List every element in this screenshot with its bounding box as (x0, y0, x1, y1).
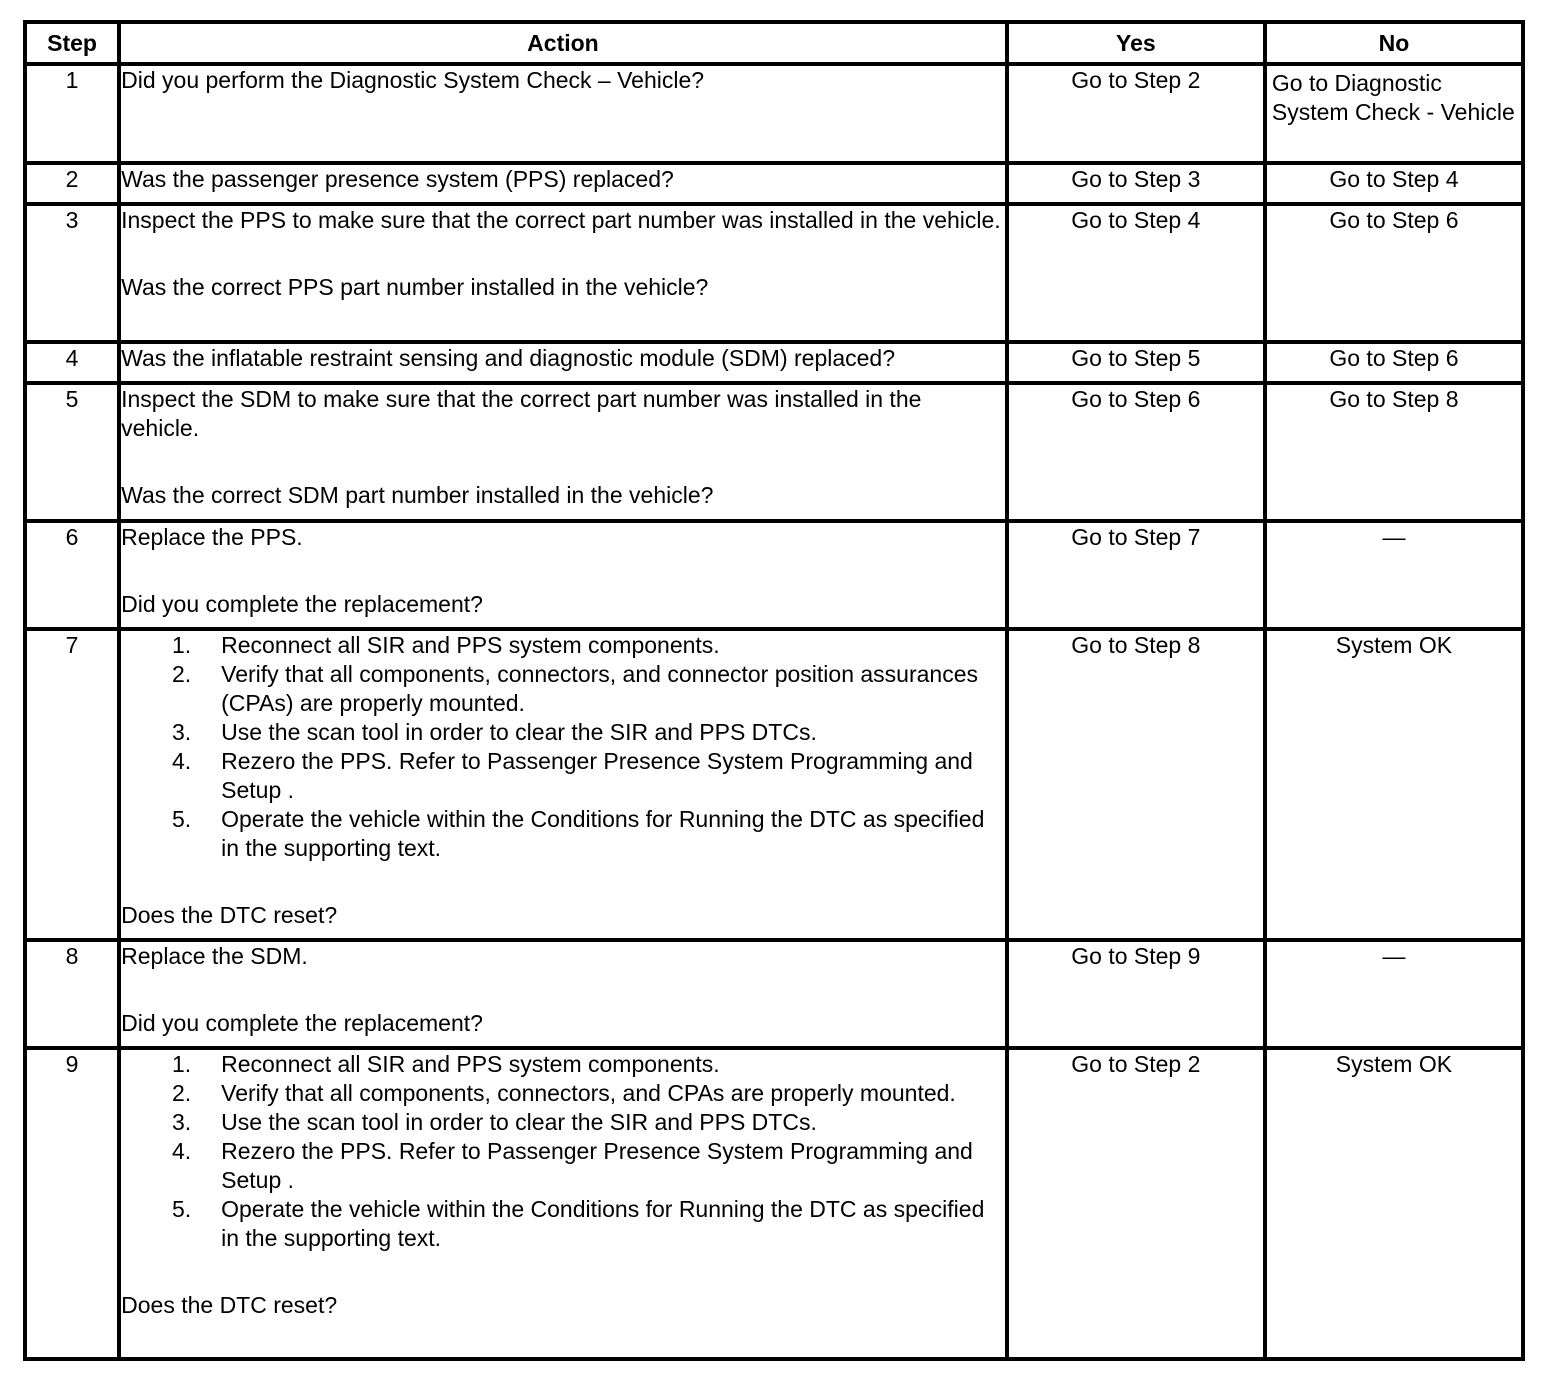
yes-cell: Go to Step 5 (1007, 342, 1265, 383)
procedure-list (121, 1050, 1005, 1253)
table-row (25, 342, 1523, 383)
action-cell (119, 342, 1007, 383)
action-cell (119, 204, 1007, 342)
diagnostic-steps-table (23, 20, 1525, 1361)
list-item: 3. Use the scan tool in order to clear the SIR and PPS DTCs. (171, 719, 817, 745)
table-row (25, 629, 1523, 940)
yes-cell: Go to Step 4 (1007, 204, 1265, 342)
action-text: Was the inflatable restraint sensing and diagnostic module (SDM) replaced? (121, 345, 896, 371)
step-number: 4 (25, 342, 119, 383)
table-row (25, 521, 1523, 629)
yes-cell: Go to Step 6 (1007, 383, 1265, 521)
yes-cell: Go to Step 9 (1007, 940, 1265, 1048)
action-question: Did you complete the replacement? (121, 1010, 483, 1036)
action-text: Inspect the SDM to make sure that the correct part number was installed in the vehicle. (121, 386, 922, 441)
action-text: Was the passenger presence system (PPS) replaced? (121, 166, 674, 192)
action-text: Did you perform the Diagnostic System Check – Vehicle? (121, 67, 705, 93)
step-number: 6 (25, 521, 119, 629)
action-question: Does the DTC reset? (121, 1292, 338, 1318)
action-cell (119, 521, 1007, 629)
list-item: 3. Use the scan tool in order to clear the SIR and PPS DTCs. (171, 1109, 817, 1135)
no-cell: Go to Step 8 (1265, 383, 1523, 521)
table-row (25, 940, 1523, 1048)
action-question: Did you complete the replacement? (121, 591, 483, 617)
yes-cell: Go to Step 8 (1007, 629, 1265, 940)
no-cell: Go to Step 6 (1265, 342, 1523, 383)
list-item: 4. Rezero the PPS. Refer to Passenger Presence System Programming and Setup . (171, 748, 973, 803)
step-number: 7 (25, 629, 119, 940)
header-action: Action (119, 22, 1007, 64)
action-text: Replace the PPS. (121, 524, 303, 550)
table-row (25, 1048, 1523, 1359)
table-row (25, 204, 1523, 342)
step-number: 5 (25, 383, 119, 521)
step-number: 2 (25, 163, 119, 204)
step-number: 3 (25, 204, 119, 342)
table-row (25, 383, 1523, 521)
action-cell (119, 383, 1007, 521)
table-row (25, 64, 1523, 163)
list-item: 1. Reconnect all SIR and PPS system components. (171, 632, 720, 658)
no-cell: Go to Step 4 (1265, 163, 1523, 204)
action-text: Replace the SDM. (121, 943, 308, 969)
header-yes: Yes (1007, 22, 1265, 64)
yes-cell: Go to Step 2 (1007, 64, 1265, 163)
table-row (25, 163, 1523, 204)
procedure-list (121, 631, 1005, 863)
list-item: 5. Operate the vehicle within the Conditions for Running the DTC as specified in the supporting text. (171, 806, 985, 861)
header-no: No (1265, 22, 1523, 64)
no-cell: — (1265, 521, 1523, 629)
action-cell (119, 1048, 1007, 1359)
step-number: 8 (25, 940, 119, 1048)
list-item: 2. Verify that all components, connectors, and connector position assurances (CPAs) are properly mounted. (171, 661, 979, 716)
header-step: Step (25, 22, 119, 64)
list-item: 4. Rezero the PPS. Refer to Passenger Presence System Programming and Setup . (171, 1138, 973, 1193)
yes-cell: Go to Step 3 (1007, 163, 1265, 204)
no-cell: System OK (1265, 629, 1523, 940)
action-question: Was the correct SDM part number installed in the vehicle? (121, 482, 714, 508)
action-cell (119, 64, 1007, 163)
action-cell (119, 940, 1007, 1048)
no-cell: — (1265, 940, 1523, 1048)
no-cell: Go to Step 6 (1265, 204, 1523, 342)
action-cell (119, 629, 1007, 940)
action-question: Was the correct PPS part number installed in the vehicle? (121, 274, 709, 300)
action-text: Inspect the PPS to make sure that the correct part number was installed in the vehicle. (121, 207, 1001, 233)
yes-cell: Go to Step 7 (1007, 521, 1265, 629)
action-cell (119, 163, 1007, 204)
list-item: 5. Operate the vehicle within the Conditions for Running the DTC as specified in the supporting text. (171, 1196, 985, 1251)
no-cell: System OK (1265, 1048, 1523, 1359)
action-question: Does the DTC reset? (121, 902, 338, 928)
step-number: 1 (25, 64, 119, 163)
step-number: 9 (25, 1048, 119, 1359)
list-item: 1. Reconnect all SIR and PPS system components. (171, 1051, 720, 1077)
yes-cell: Go to Step 2 (1007, 1048, 1265, 1359)
header-row (25, 22, 1523, 64)
list-item: 2. Verify that all components, connectors, and CPAs are properly mounted. (171, 1080, 956, 1106)
no-cell: Go to Diagnostic System Check - Vehicle (1265, 64, 1523, 163)
